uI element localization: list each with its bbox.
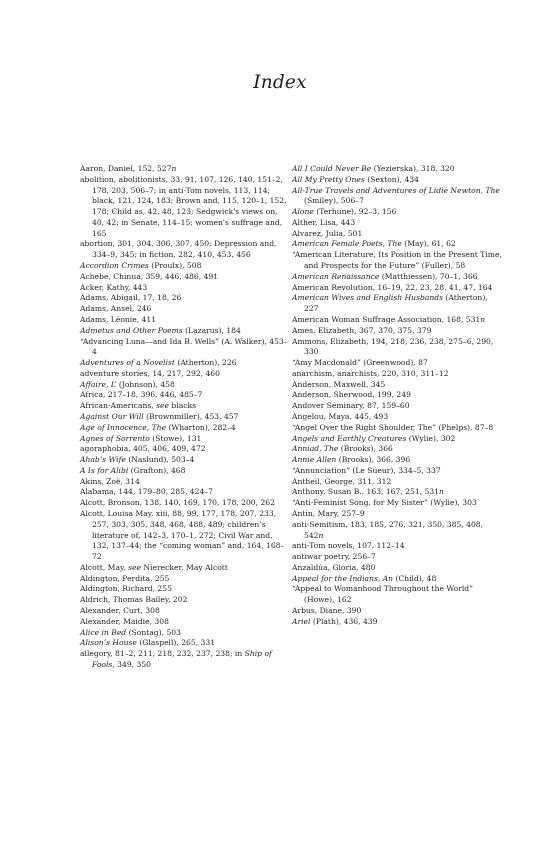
- index-entry: Alther, Lisa, 443: [292, 217, 356, 227]
- index-entry: American Renaissance (Matthiessen), 70–1, 366: [292, 271, 478, 281]
- index-entry: Alabama, 144, 179–80, 285, 424–7: [80, 487, 213, 497]
- index-entry: Alvarez, Julia, 501: [292, 228, 363, 238]
- index-entry: antiwar poetry, 256–7: [292, 552, 376, 562]
- index-entry: Africa, 217–18, 396, 446, 485–7: [80, 390, 203, 400]
- index-entry: Acker, Kathy, 443: [80, 282, 148, 292]
- index-entry: abolition, abolitionists, 33, 91, 107, 126, 140, 151–2, 178, 203, 506–7; in anti-Tom novels, 113, 114; black, 121, 124, 183; Brown and, 115, 120–1, 152, 178; Child as, 42, 48, 123; Sedgwick's views on, 40, 42; in Senate, 114–15; women's suffrage and, 165: [80, 174, 287, 238]
- index-entry: All My Pretty Ones (Sexton), 434: [292, 174, 419, 184]
- index-entry: Antheil, George, 311, 312: [292, 476, 392, 486]
- index-entry: Adventures of a Novelist (Atherton), 226: [80, 358, 237, 368]
- index-entry: Agnes of Sorrento (Stowe), 131: [80, 433, 202, 443]
- index-entry: “Advancing Luna—and Ida B. Wells” (A. Walker), 453–4: [80, 336, 288, 357]
- index-entry: All-True Travels and Adventures of Lidie Newton, The (Smiley), 506–7: [292, 185, 500, 206]
- index-entry: Anderson, Maxwell, 345: [292, 379, 386, 389]
- index-entry: American Revolution, 16–19, 22, 23, 28, 41, 47, 164: [292, 282, 493, 292]
- index-entry: Anderson, Sherwood, 199, 249: [292, 390, 411, 400]
- index-entry: Aldington, Perdita, 255: [80, 573, 170, 583]
- index-entry: American Woman Suffrage Association, 168, 531n: [292, 314, 486, 324]
- index-entry: adventure stories, 14, 217, 292, 460: [80, 368, 220, 378]
- index-entry: Adams, Abigail, 17, 18, 26: [80, 293, 182, 303]
- index-entry: African-Americans, see blacks: [80, 401, 196, 411]
- index-entry: allegory, 81–2, 211, 218, 232, 237, 238; in Ship of Fools, 349, 350: [80, 649, 272, 669]
- index-entry: agoraphobia, 405, 406, 409, 472: [80, 444, 206, 454]
- index-entry: Alcott, Louisa May, xiii, 88, 99, 177, 178, 207, 233, 257, 303, 305, 348, 468, 488, 489; children’s literature of, 142–3, 170–1, 272; Civil War and, 132, 137–44; the “coming woman” and, 164, 168–72: [80, 509, 285, 562]
- index-entry: Alexander, Curt, 308: [80, 606, 160, 616]
- index-entry: Anthony, Susan B., 163, 167, 251, 531n: [292, 487, 444, 497]
- page-title: Index: [253, 72, 307, 93]
- index-entry: anarchism, anarchists, 220, 310, 311–12: [292, 368, 449, 378]
- index-entry: Alcott, May, see Nierecker, May Alcott: [80, 562, 228, 572]
- index-entry: Adams, Léonie, 411: [80, 314, 157, 324]
- index-entry: “Appeal to Womanhood Throughout the World” (Howe), 162: [292, 584, 474, 605]
- index-entry: Aldrich, Thomas Bailey, 202: [80, 595, 188, 605]
- index-entry: abortion, 301, 304, 306, 307, 450; Depression and, 334–9, 345; in fiction, 282, 410, 453, 456: [80, 239, 277, 260]
- index-entry: “Angel Over the Right Shoulder, The” (Phelps), 87–8: [292, 422, 494, 432]
- index-entry: Anniad, The (Brooks), 366: [292, 444, 393, 454]
- index-entry: American Female Poets, The (May), 61, 62: [292, 239, 456, 249]
- index-entry: Alexander, Maidie, 308: [80, 616, 169, 626]
- index-entry: anti-Semitism, 183, 185, 276, 321, 350, 385, 408, 542n: [292, 519, 484, 540]
- index-entry: Aldington, Richard, 255: [80, 584, 172, 594]
- index-entry: American Wives and English Husbands (Atherton), 227: [292, 293, 488, 314]
- index-entry: Ariel (Plath), 436, 439: [292, 616, 378, 626]
- index-entry: Ahab’s Wife (Naslund), 503–4: [80, 455, 195, 465]
- index-entry: Achebe, Chinua, 359, 446, 486, 491: [80, 271, 219, 281]
- index-entry: Annie Allen (Brooks), 366, 396: [292, 455, 411, 465]
- index-entry: Ames, Elizabeth, 367, 370, 375, 379: [292, 325, 432, 335]
- index-entry: Akins, Zoë, 314: [80, 476, 140, 486]
- index-entry: A Is for Alibi (Grafton), 468: [80, 465, 186, 475]
- index-entry: anti-Tom novels, 107, 112–14: [292, 541, 405, 551]
- index-entry: “American Literature, Its Position in the Present Time, and Prospects for the Future” (Fuller), 58: [292, 250, 502, 271]
- index-entry: Affaire, L’ (Johnson), 458: [80, 379, 175, 389]
- index-entry: Alice in Bed (Sontag), 503: [80, 627, 181, 637]
- index-entry: “Anti-Feminist Song, for My Sister” (Wylie), 303: [292, 498, 477, 508]
- index-entry: Andover Seminary, 87, 159–60: [292, 401, 410, 411]
- index-entry: Accordion Crimes (Proulx), 508: [80, 261, 202, 271]
- index-entry: Anzaldúa, Gloria, 480: [292, 562, 376, 572]
- index-entry: Admetus and Other Poems (Lazarus), 184: [80, 325, 241, 335]
- index-entry: All I Could Never Be (Yezierska), 318, 320: [292, 164, 455, 173]
- index-column-left: [80, 164, 290, 671]
- index-entry: Ammons, Elizabeth, 194, 218, 236, 238, 275–6, 290, 330: [292, 336, 494, 357]
- index-entry: Angels and Earthly Creatures (Wylie), 302: [292, 433, 456, 443]
- index-entry: Alone (Terhune), 92–3, 156: [292, 207, 397, 217]
- index-entry: Antin, Mary, 257–9: [292, 509, 365, 518]
- index-entry: “Annunciation” (Le Sueur), 334–5, 337: [292, 465, 441, 475]
- index-entry: Angelou, Maya, 445, 493: [292, 411, 389, 421]
- index-entry: Alison’s House (Glaspell), 265, 331: [80, 638, 216, 648]
- index-entry: “Amy Macdonald” (Greenwood), 87: [292, 358, 428, 368]
- index-entry: Arbus, Diane, 390: [292, 606, 362, 616]
- index-entry: Appeal for the Indians, An (Child), 48: [292, 573, 437, 583]
- index-entry: Adams, Ansel, 246: [80, 304, 152, 314]
- index-column-right: [292, 164, 502, 628]
- index-entry: Age of Innocence, The (Wharton), 282–4: [80, 422, 236, 432]
- index-entry: Alcott, Bronson, 138, 140, 169, 170, 178, 200, 262: [80, 498, 275, 508]
- index-entry: Aaron, Daniel, 152, 527n: [80, 164, 177, 173]
- index-entry: Against Our Will (Brownmiller), 453, 457: [80, 411, 239, 421]
